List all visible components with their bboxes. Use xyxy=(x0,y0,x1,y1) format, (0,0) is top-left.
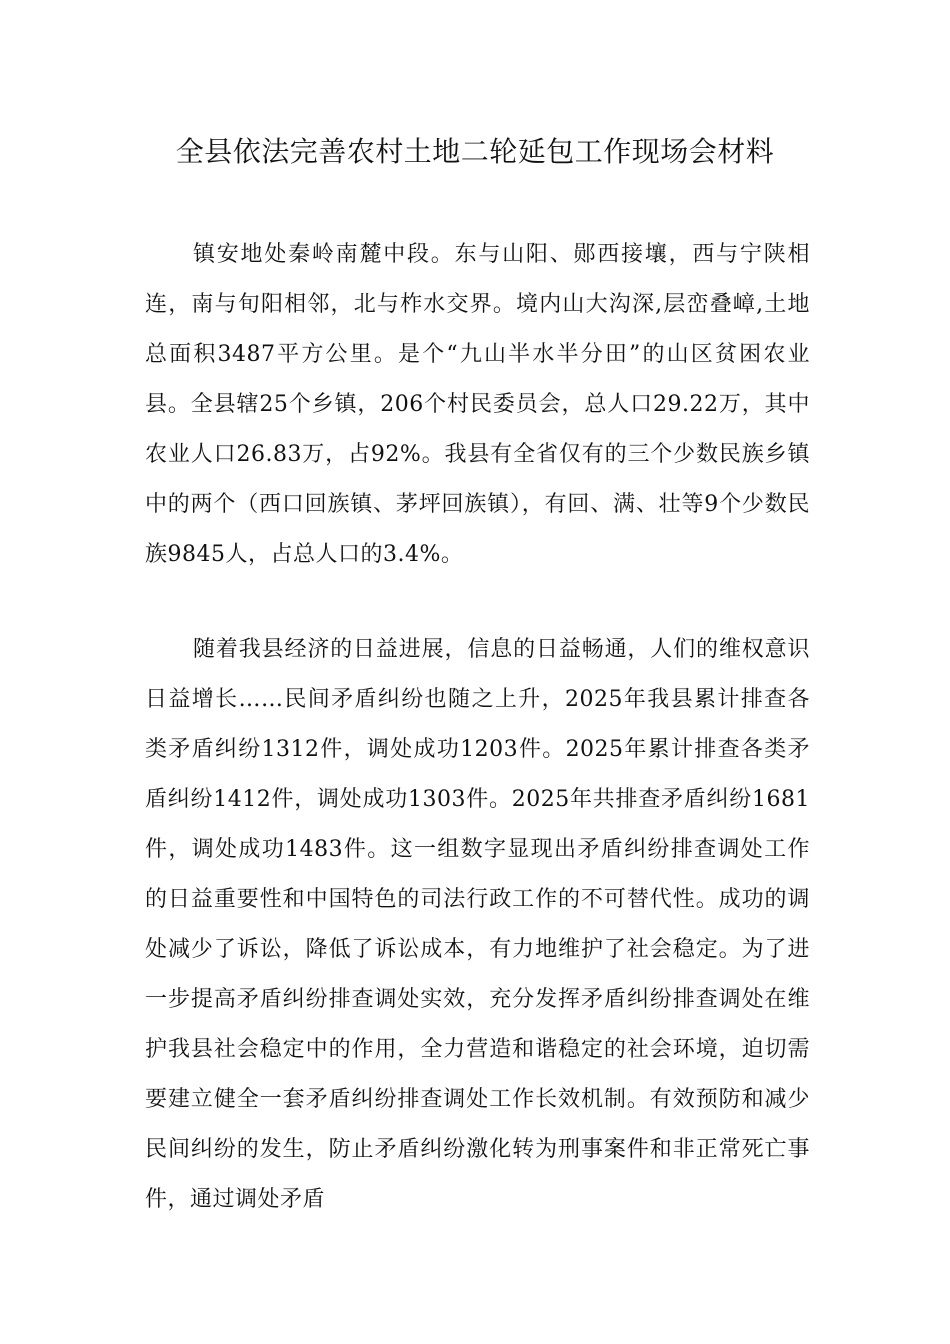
body-paragraph-2: 随着我县经济的日益进展，信息的日益畅通，人们的维权意识日益增长……民间矛盾纠纷也随之上升，2025年我县累计排查各类矛盾纠纷1312件，调处成功1203件。2025年累计排查各类矛盾纠纷1412件，调处成功1303件。2025年共排查矛盾纠纷1681件，调处成功1483件。这一组数字显现出矛盾纠纷排查调处工作的日益重要性和中国特色的司法行政工作的不可替代性。成功的调处减少了诉讼，降低了诉讼成本，有力地维护了社会稳定。为了进一步提高矛盾纠纷排查调处实效，充分发挥矛盾纠纷排查调处在维护我县社会稳定中的作用，全力营造和谐稳定的社会环境，迫切需要建立健全一套矛盾纠纷排查调处工作长效机制。有效预防和减少民间纠纷的发生，防止矛盾纠纷激化转为刑事案件和非正常死亡事件，通过调处矛盾 xyxy=(145,637,810,1212)
document-title: 全县依法完善农村土地二轮延包工作现场会材料 xyxy=(175,135,775,168)
body-paragraph-1: 镇安地处秦岭南麓中段。东与山阳、郧西接壤，西与宁陕相连，南与旬阳相邻，北与柞水交界。境内山大沟深,层峦叠嶂,土地总面积3487平方公里。是个“九山半水半分田”的山区贫困农业县。全县辖25个乡镇，206个村民委员会，总人口29.22万，其中农业人口26.83万，占92%。我县有全省仅有的三个少数民族乡镇中的两个（西口回族镇、茅坪回族镇），有回、满、壮等9个少数民族9845人，占总人口的3.4%。 xyxy=(145,242,810,567)
